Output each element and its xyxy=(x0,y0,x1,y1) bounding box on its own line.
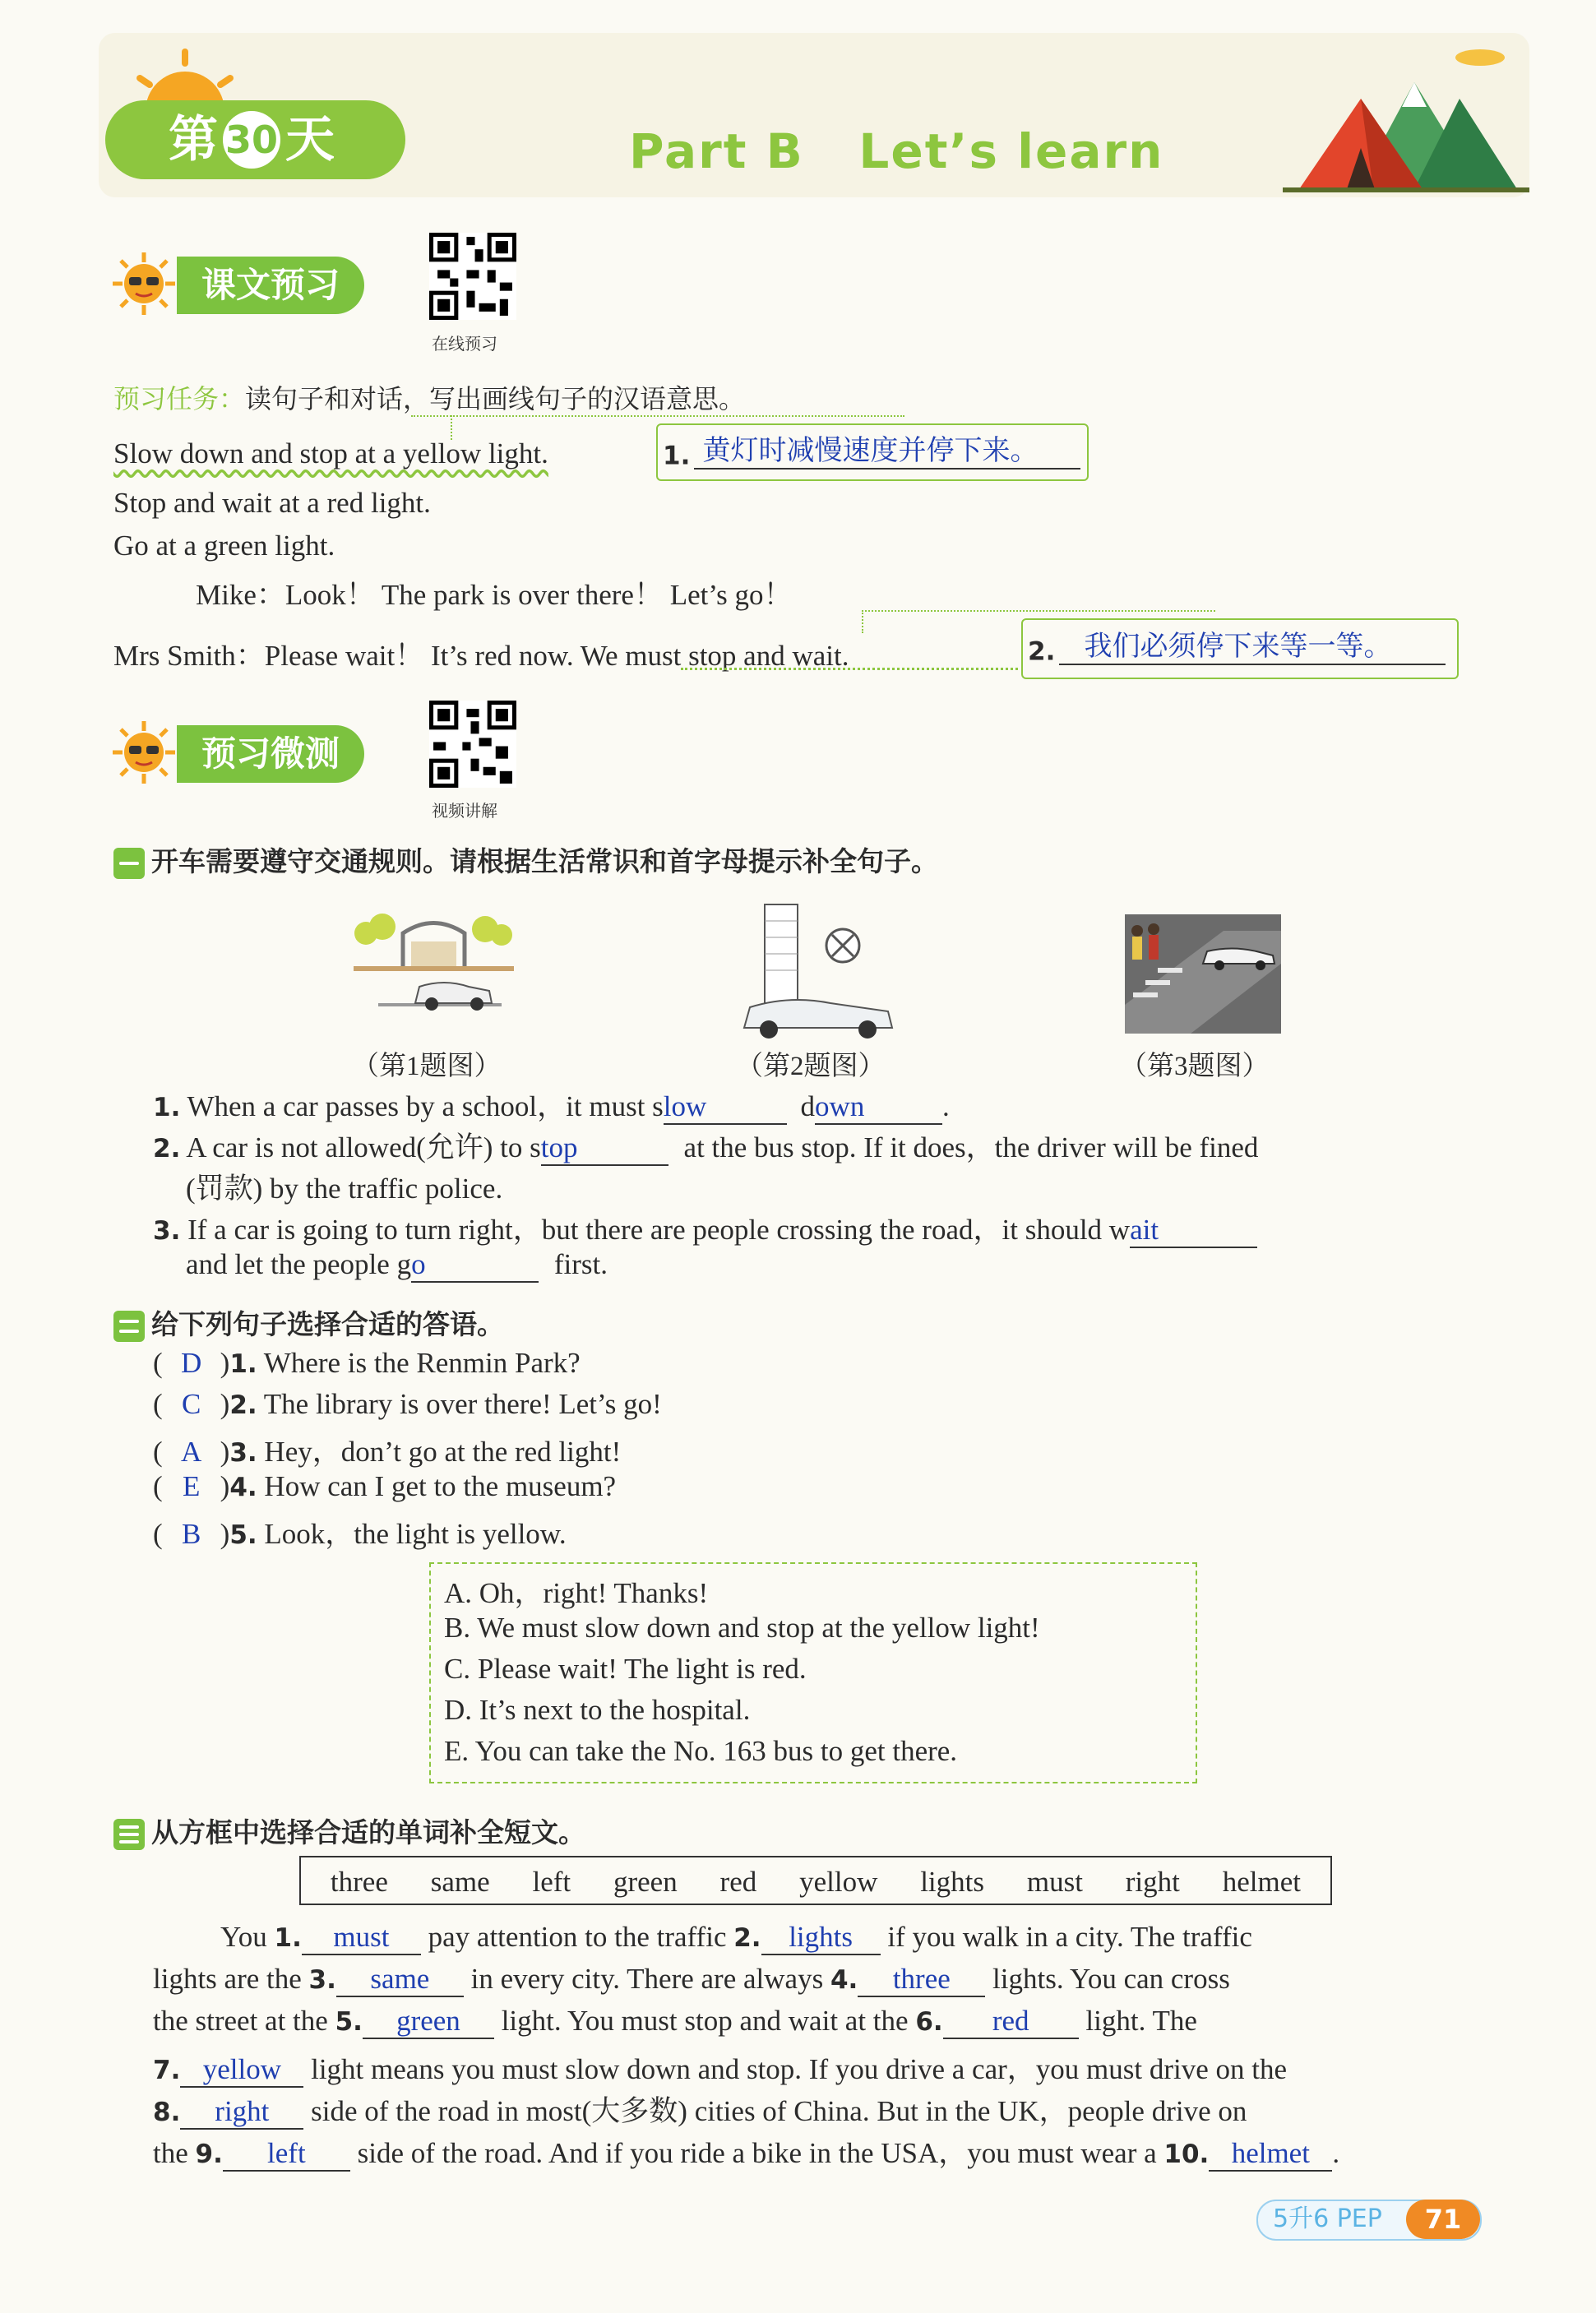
ex1-q1-number: 1. xyxy=(153,1093,181,1122)
ex1-q2-answer: top xyxy=(541,1131,668,1166)
blank-number-2: 2. xyxy=(733,1923,761,1953)
wavy-underline-2 xyxy=(681,668,1018,670)
passage-text: light. The xyxy=(1085,2005,1197,2037)
ex1-q3-line2 xyxy=(186,1248,608,1283)
passage-text: in every city. There are always xyxy=(470,1963,824,1995)
blank-answer-8: right xyxy=(180,2095,303,2130)
word-helmet: helmet xyxy=(1222,1866,1301,1898)
preview-line-5-text: Mrs Smith：Please wait！ It’s red now. We must stop and wait. xyxy=(113,640,849,672)
ex1-q3-answer-1: ait xyxy=(1130,1214,1257,1248)
exercise-2-heading-text: 给下列句子选择合适的答语。 xyxy=(151,1308,504,1340)
word-box xyxy=(299,1856,1332,1905)
blank-answer-10: helmet xyxy=(1209,2137,1332,2172)
exercise-3-heading-text: 从方框中选择合适的单词补全短文。 xyxy=(151,1816,585,1848)
answer-2-number: 2. xyxy=(1028,636,1056,667)
blank-number-10: 10. xyxy=(1163,2140,1210,2169)
blank-answer-9: left xyxy=(223,2137,350,2172)
connector-1 xyxy=(411,415,904,417)
school-car-picture xyxy=(354,909,514,1015)
passage-line-4 xyxy=(153,2047,1287,2088)
qr-code-preview[interactable] xyxy=(429,233,516,320)
blank-answer-3: same xyxy=(336,1963,464,1997)
ex2-q4-answer: E xyxy=(182,1470,201,1502)
ex1-q2-text: A car is not allowed(允许) to s xyxy=(186,1131,541,1163)
blank-number-3: 3. xyxy=(308,1965,336,1995)
passage-text: side of the road in most(大多数) cities of China. But in the UK，people drive on xyxy=(311,2095,1247,2127)
option-b: B. We must slow down and stop at the yellow light! xyxy=(444,1612,1040,1644)
word-red: red xyxy=(719,1866,757,1898)
passage-line-1 xyxy=(220,1921,1252,1955)
section-label-microtest: 预习微测 xyxy=(177,725,364,783)
ex2-q2: ( C )2. The library is over there! Let’s go! xyxy=(153,1388,662,1420)
word-same: same xyxy=(430,1866,490,1898)
passage-text: side of the road. And if you ride a bike in the USA，you must wear a xyxy=(357,2137,1157,2169)
blank-answer-5: green xyxy=(363,2005,494,2039)
option-d: D. It’s next to the hospital. xyxy=(444,1694,751,1726)
ex1-q3-line2-text: and let the people g xyxy=(186,1248,412,1280)
grade-label: 5升6 PEP xyxy=(1273,2204,1382,2233)
preview-line-1: Slow down and stop at a yellow light. xyxy=(113,437,548,470)
answer-1 xyxy=(663,428,1080,471)
preview-line-3: Go at a green light. xyxy=(113,530,335,562)
passage-text: the street at the xyxy=(153,2005,328,2037)
passage-text: if you walk in a city. The traffic xyxy=(887,1921,1252,1953)
ex1-q3-answer-2: o xyxy=(411,1248,539,1283)
exercise-2-icon xyxy=(113,1311,145,1342)
exercise-1-icon xyxy=(113,848,145,879)
crossing-people-picture xyxy=(1125,914,1281,1034)
passage-text: the xyxy=(153,2137,188,2169)
page-number: 71 xyxy=(1406,2200,1480,2239)
qr-caption-preview: 在线预习 xyxy=(432,334,497,354)
ex1-q2 xyxy=(153,1125,1258,1166)
option-c: C. Please wait! The light is red. xyxy=(444,1653,807,1685)
passage-line-3 xyxy=(153,2005,1197,2039)
qr-caption-video: 视频讲解 xyxy=(432,801,497,821)
ex1-q1-answer-1: low xyxy=(664,1090,787,1125)
ex2-q5-number: 5. xyxy=(229,1520,257,1550)
passage-text: lights. You can cross xyxy=(992,1963,1230,1995)
blank-answer-7: yellow xyxy=(180,2053,303,2088)
passage-text: lights are the xyxy=(153,1963,302,1995)
preview-line-4: Mike：Look！ The park is over there！ Let’s go！ xyxy=(196,579,793,611)
ex2-q3-answer: A xyxy=(181,1436,202,1468)
ex1-q1-end: . xyxy=(942,1090,950,1122)
sunglasses-sun-icon-2 xyxy=(111,719,177,785)
ex1-q1 xyxy=(153,1084,950,1125)
task-label: 预习任务： xyxy=(113,383,246,414)
section-label-preview: 课文预习 xyxy=(177,257,364,314)
connector-2 xyxy=(862,610,1215,612)
day-number: 30 xyxy=(223,111,280,169)
word-yellow: yellow xyxy=(799,1866,878,1898)
ex1-q1-text: When a car passes by a school，it must s xyxy=(187,1090,664,1122)
tent-mountain-icon xyxy=(1283,41,1529,197)
exercise-1-heading xyxy=(113,840,938,879)
word-left: left xyxy=(532,1866,571,1898)
ex1-q3-number: 3. xyxy=(153,1216,181,1246)
blank-number-5: 5. xyxy=(335,2007,363,2037)
exercise-3-heading xyxy=(113,1811,585,1850)
day-suffix: 天 xyxy=(285,111,335,169)
ex2-q3: ( A )3. Hey，don’t go at the red light! xyxy=(153,1436,622,1468)
ex2-q4: ( E )4. How can I get to the museum? xyxy=(153,1470,617,1502)
word-three: three xyxy=(330,1866,388,1898)
connector-2b xyxy=(862,610,863,633)
passage-text: light. You must stop and wait at the xyxy=(501,2005,909,2037)
ex1-q3 xyxy=(153,1207,1257,1248)
passage-line-6 xyxy=(153,2130,1339,2172)
passage-text: . xyxy=(1332,2137,1340,2169)
ex2-q1-number: 1. xyxy=(229,1349,257,1379)
answer-2 xyxy=(1028,623,1446,667)
blank-number-7: 7. xyxy=(153,2056,181,2085)
blank-number-4: 4. xyxy=(830,1965,858,1995)
ex2-q1-text: Where is the Renmin Park? xyxy=(263,1347,581,1379)
answer-2-text: 我们必须停下来等一等。 xyxy=(1059,623,1446,665)
blank-number-8: 8. xyxy=(153,2098,181,2127)
ex2-q3-number: 3. xyxy=(229,1438,257,1468)
word-must: must xyxy=(1026,1866,1083,1898)
ex2-q2-answer: C xyxy=(181,1388,201,1420)
ex2-q5-text: Look，the light is yellow. xyxy=(264,1518,567,1550)
ex1-q1-answer-2: own xyxy=(815,1090,942,1125)
exercise-1-heading-text: 开车需要遵守交通规则。请根据生活常识和首字母提示补全句子。 xyxy=(151,845,938,877)
ex2-q3-text: Hey，don’t go at the red light! xyxy=(264,1436,622,1468)
task-text: 读句子和对话，写出画线句子的汉语意思。 xyxy=(245,383,746,414)
passage-line-5 xyxy=(153,2089,1247,2130)
blank-answer-4: three xyxy=(858,1963,985,1997)
blank-answer-6: red xyxy=(943,2005,1079,2039)
caption-1: （第1题图） xyxy=(352,1052,502,1081)
word-green: green xyxy=(613,1866,678,1898)
word-lights: lights xyxy=(920,1866,984,1898)
ex2-q4-text: How can I get to the museum? xyxy=(264,1470,617,1502)
word-right: right xyxy=(1125,1866,1180,1898)
caption-3: （第3题图） xyxy=(1120,1052,1270,1081)
page-title: Part B Let’s learn xyxy=(629,123,1164,179)
ex1-q3-text: If a car is going to turn right，but there are people crossing the road，it should w xyxy=(187,1214,1131,1246)
passage-line-2 xyxy=(153,1963,1230,1997)
bus-stop-car-picture xyxy=(740,900,904,1040)
ex2-q5-answer: B xyxy=(181,1518,201,1550)
passage-text: pay attention to the traffic xyxy=(428,1921,727,1953)
connector-1b xyxy=(451,415,452,440)
ex1-q2-rest: at the bus stop. If it does，the driver will be fined xyxy=(683,1131,1259,1163)
sunglasses-sun-icon xyxy=(111,251,177,317)
answer-1-text: 黄灯时减慢速度并停下来。 xyxy=(694,428,1080,470)
option-e: E. You can take the No. 163 bus to get there. xyxy=(444,1735,958,1767)
ex1-q2-number: 2. xyxy=(153,1134,181,1163)
ex2-q1-answer: D xyxy=(181,1347,202,1379)
passage-text: light means you must slow down and stop. If you drive a car，you must drive on the xyxy=(311,2053,1288,2085)
blank-number-1: 1. xyxy=(274,1923,302,1953)
ex1-q2-line2: (罚款) by the traffic police. xyxy=(186,1173,503,1205)
ex1-q3-end: first. xyxy=(553,1248,608,1280)
blank-answer-1: must xyxy=(302,1921,421,1955)
qr-code-video[interactable] xyxy=(429,701,516,788)
ex2-q2-text: The library is over there! Let’s go! xyxy=(263,1388,662,1420)
answer-1-number: 1. xyxy=(663,441,691,471)
option-a: A. Oh，right! Thanks! xyxy=(444,1577,709,1609)
preview-task xyxy=(113,378,745,416)
day-prefix: 第 xyxy=(169,111,218,169)
blank-number-6: 6. xyxy=(915,2007,943,2037)
preview-line-2: Stop and wait at a red light. xyxy=(113,487,431,519)
ex2-q4-number: 4. xyxy=(229,1473,257,1502)
blank-number-9: 9. xyxy=(195,2140,223,2169)
passage-text: You xyxy=(220,1921,267,1953)
ex2-q5: ( B )5. Look，the light is yellow. xyxy=(153,1518,567,1550)
ex2-q2-number: 2. xyxy=(229,1390,257,1420)
day-badge-text xyxy=(169,107,335,173)
blank-answer-2: lights xyxy=(761,1921,881,1955)
exercise-3-icon xyxy=(113,1819,145,1850)
caption-2: （第2题图） xyxy=(736,1052,886,1081)
ex1-q1-mid: d xyxy=(800,1090,816,1122)
ex2-q1: ( D )1. Where is the Renmin Park? xyxy=(153,1347,581,1379)
exercise-2-heading xyxy=(113,1303,504,1342)
